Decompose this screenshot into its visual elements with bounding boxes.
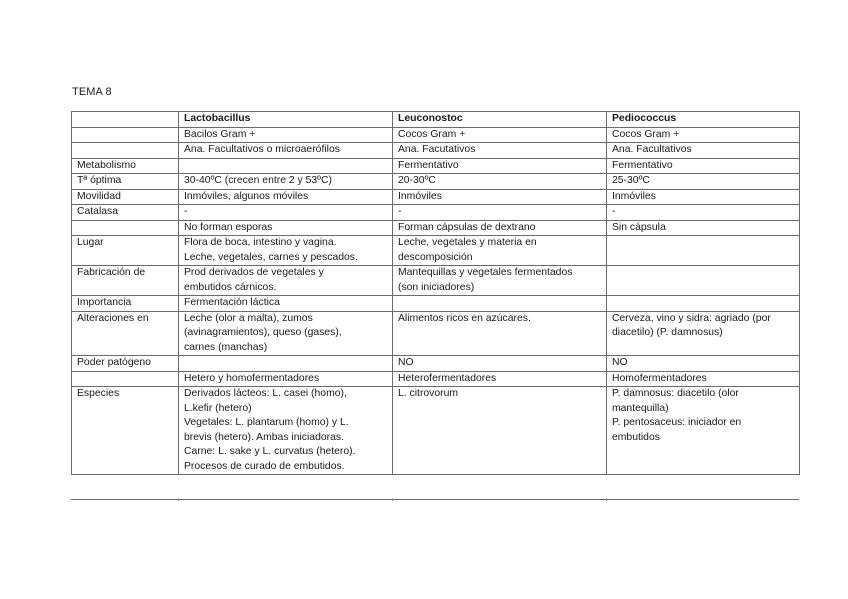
cell-lactobacillus (179, 371, 393, 387)
cell-pediococcus (607, 311, 800, 356)
cell-text-line: - (612, 206, 616, 217)
cell-pediococcus (607, 127, 800, 143)
cell-text-line: Inmóviles (612, 190, 656, 202)
cell-text-line: Homofermentadores (612, 372, 707, 384)
cell-lactobacillus (179, 220, 393, 236)
row-label: Catalasa (72, 205, 179, 221)
table-row (72, 174, 800, 190)
cell-lactobacillus (179, 127, 393, 143)
row-label (72, 371, 179, 387)
table-row (72, 311, 800, 356)
cell-leuconostoc (393, 143, 607, 159)
table-row (72, 266, 800, 296)
table-row (72, 220, 800, 236)
cell-text-line: Hetero y homofermentadores (184, 372, 320, 384)
table-row (72, 296, 800, 312)
cell-text-line: P. damnosus: diacetilo (olor (612, 388, 739, 399)
page-heading: TEMA 8 (72, 86, 112, 98)
cell-text-line: 20-30ºC (398, 175, 436, 186)
cell-text-line: Vegetales: L. plantarum (homo) y L. (184, 417, 349, 428)
cell-text-line: Sin cápsula (612, 221, 666, 233)
row-label (72, 220, 179, 236)
table-row (72, 143, 800, 159)
cell-text-line: L.kefir (hetero) (184, 402, 252, 414)
cell-text-line (184, 159, 387, 174)
cell-text-line: Fermentación láctica (184, 297, 280, 308)
row-label: Tª óptima (72, 174, 179, 190)
row-label (72, 127, 179, 143)
cell-leuconostoc (393, 311, 607, 356)
cell-lactobacillus (179, 296, 393, 312)
cell-leuconostoc (393, 296, 607, 312)
cell-pediococcus (607, 387, 800, 475)
cell-text-line: brevis (hetero). Ambas iniciadoras. (184, 431, 344, 443)
cell-pediococcus (607, 236, 800, 266)
cell-lactobacillus (179, 143, 393, 159)
cell-text-line: P. pentosaceus: iniciador en (612, 417, 742, 428)
cell-text-line: Bacilos Gram + (184, 128, 256, 140)
cell-text-line: 25-30ºC (612, 175, 650, 186)
row-label: Metabolismo (72, 158, 179, 174)
cell-leuconostoc (393, 387, 607, 475)
cell-text-line: Leche (olor a malta), zumos (184, 312, 313, 324)
cell-text-line: Cerveza, vino y sidra: agriado (por (612, 312, 771, 324)
cell-text-line: NO (612, 357, 628, 368)
table-row (72, 387, 800, 475)
row-label: Fabricación de (72, 266, 179, 296)
cell-text-line: Ana. Facutativos (398, 144, 476, 155)
cell-leuconostoc (393, 220, 607, 236)
cell-lactobacillus (179, 236, 393, 266)
cell-text-line: 30-40ºC (crecen entre 2 y 53ºC) (184, 175, 332, 186)
cell-text-line: Procesos de curado de embutidos. (184, 460, 345, 472)
cell-text-line: L. citrovorum (398, 388, 459, 399)
cell-leuconostoc (393, 189, 607, 205)
cell-text-line: Derivados lácteos: L. casei (homo), (184, 388, 347, 399)
cell-leuconostoc (393, 174, 607, 190)
cell-leuconostoc (393, 127, 607, 143)
cell-text-line: Inmóviles, algunos móviles (184, 190, 309, 202)
cell-lactobacillus (179, 174, 393, 190)
cell-text-line: - (398, 206, 402, 217)
table-row (72, 127, 800, 143)
cell-pediococcus (607, 143, 800, 159)
cell-pediococcus (607, 205, 800, 221)
cell-lactobacillus (179, 387, 393, 475)
header-row (72, 112, 800, 128)
cell-text-line: Fermentativo (398, 159, 459, 171)
cell-text-line (612, 266, 794, 281)
table-row (72, 205, 800, 221)
cell-text-line: Flora de boca, intestino y vagina. (184, 237, 337, 248)
table-row (72, 371, 800, 387)
cell-text-line: Ana. Facultativos o microaerófilos (184, 144, 340, 155)
cell-text-line: Leche, vegetales, carnes y pescados. (184, 251, 358, 263)
cell-pediococcus (607, 266, 800, 296)
cell-text-line (612, 296, 794, 311)
cell-text-line: descomposición (398, 251, 473, 263)
table-row (72, 356, 800, 372)
comparison-table (71, 111, 800, 475)
cell-text-line: Ana. Facultativos (612, 144, 692, 155)
cell-lactobacillus (179, 311, 393, 356)
cell-text-line: Alimentos ricos en azúcares. (398, 312, 531, 324)
footer-rule-tick (178, 498, 179, 501)
cell-text-line: mantequilla) (612, 402, 669, 414)
cell-leuconostoc (393, 205, 607, 221)
cell-text-line: Carne: L. sake y L. curvatus (hetero). (184, 446, 356, 457)
cell-text-line: Mantequillas y vegetales fermentados (398, 267, 573, 278)
footer-rule-tick (606, 498, 607, 501)
row-label: Poder patógeno (72, 356, 179, 372)
cell-text-line: carnes (manchas) (184, 341, 268, 353)
cell-pediococcus (607, 189, 800, 205)
cell-leuconostoc (393, 158, 607, 174)
cell-text-line: - (184, 206, 188, 217)
cell-lactobacillus (179, 356, 393, 372)
cell-pediococcus (607, 158, 800, 174)
cell-text-line: No forman esporas (184, 221, 273, 233)
row-label: Movilidad (72, 189, 179, 205)
cell-leuconostoc (393, 356, 607, 372)
cell-lactobacillus (179, 205, 393, 221)
cell-leuconostoc (393, 266, 607, 296)
cell-lactobacillus (179, 158, 393, 174)
cell-text-line: Forman cápsulas de dextrano (398, 221, 536, 233)
cell-text-line: NO (398, 357, 414, 368)
cell-lactobacillus (179, 266, 393, 296)
cell-text-line: diacetilo) (P. damnosus) (612, 327, 723, 338)
header-cell-pediococcus: Pediococcus (607, 112, 800, 128)
footer-rule (71, 499, 799, 500)
cell-pediococcus (607, 371, 800, 387)
cell-text-line: Leche, vegetales y materia en (398, 237, 537, 248)
cell-leuconostoc (393, 236, 607, 266)
row-label: Alteraciones en (72, 311, 179, 356)
table-row (72, 189, 800, 205)
header-cell-empty (72, 112, 179, 128)
header-cell-leuconostoc: Leuconostoc (393, 112, 607, 128)
cell-text-line: embutidos cárnicos. (184, 281, 277, 293)
footer-rule-tick (392, 498, 393, 501)
cell-pediococcus (607, 356, 800, 372)
header-cell-lactobacillus: Lactobacillus (179, 112, 393, 128)
cell-text-line (184, 356, 387, 371)
cell-text-line: Cocos Gram + (612, 128, 680, 140)
cell-pediococcus (607, 174, 800, 190)
cell-text-line: Inmóviles (398, 190, 442, 202)
cell-text-line: (avinagramientos), queso (gases), (184, 327, 342, 338)
row-label: Especies (72, 387, 179, 475)
table-body (72, 127, 800, 475)
cell-text-line: Cocos Gram + (398, 128, 466, 140)
cell-text-line (398, 296, 601, 311)
row-label (72, 143, 179, 159)
row-label: Lugar (72, 236, 179, 266)
cell-lactobacillus (179, 189, 393, 205)
table-row (72, 158, 800, 174)
cell-pediococcus (607, 296, 800, 312)
cell-text-line: embutidos (612, 431, 660, 443)
cell-text-line: (son iniciadores) (398, 281, 475, 293)
cell-leuconostoc (393, 371, 607, 387)
cell-pediococcus (607, 220, 800, 236)
cell-text-line: Heterofermentadores (398, 372, 497, 384)
cell-text-line (612, 236, 794, 251)
cell-text-line: Prod derivados de vegetales y (184, 267, 324, 278)
row-label: Importancia (72, 296, 179, 312)
cell-text-line: Fermentativo (612, 159, 673, 171)
table-row (72, 236, 800, 266)
